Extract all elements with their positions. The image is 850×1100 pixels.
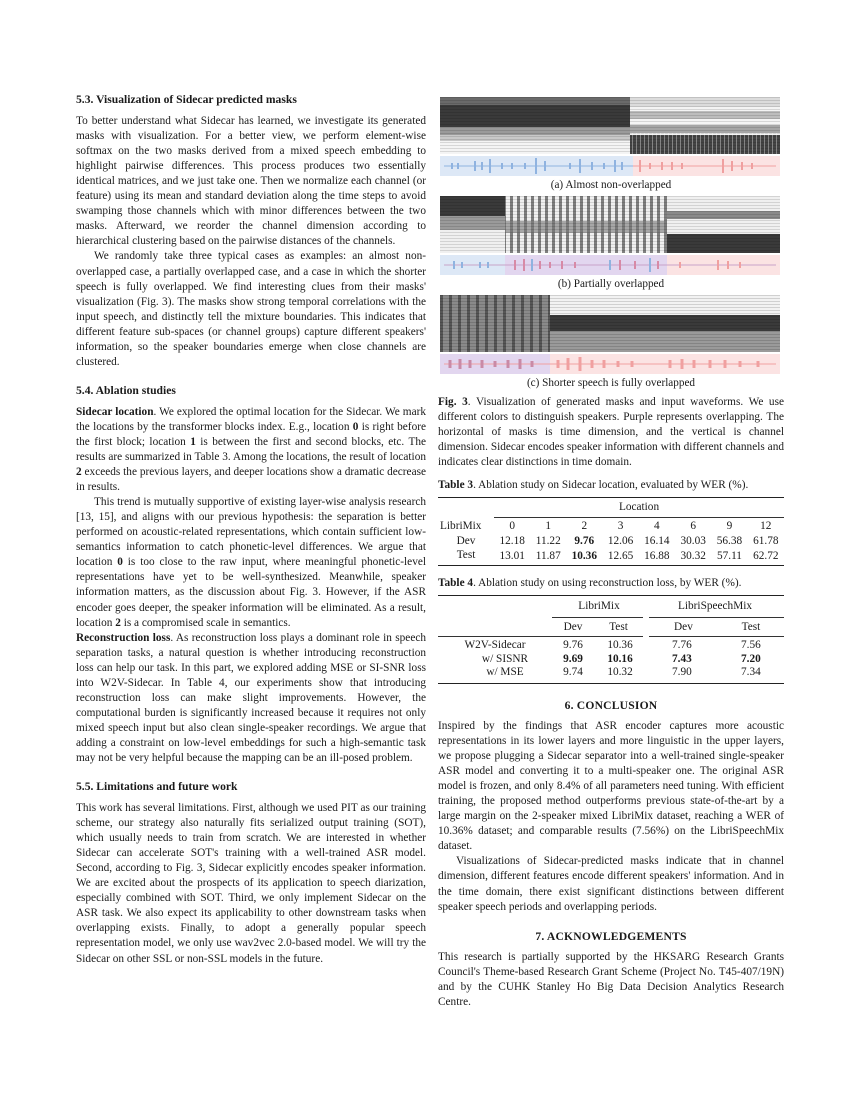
section-6-paragraph-1: Inspired by the findings that ASR encoder captures more acoustic representations in its lower layers and more linguistic in the upper layers, we propose plugging a Sidecar separator into a well-trained single-speaker ASR model and converting it to a multi-speaker one. The original ASR model is frozen, and only 8.4% of all parameters need tuning. With efficient training, the proposed method outperforms previous state-of-the-art by a large margin on the 2-speaker mixed LibriMix dataset, reaching a WER of 10.36% dataset; and comparable results (7.56%) on the LibriSpeechMix dataset. xyxy=(438,720,784,853)
column-header: 9 xyxy=(711,517,747,535)
column-header: 2 xyxy=(566,517,602,535)
subfigure-a-caption: (a) Almost non-overlapped xyxy=(550,179,672,191)
table-label: Table 3 xyxy=(438,479,474,492)
column-header: 3 xyxy=(602,517,638,535)
cell: 10.36 xyxy=(594,637,646,653)
section-5-5-paragraph: This work has several limitations. First, although we used PIT as our training scheme, our strategy also naturally fits serialized output training (SOT), which usually needs to train from scratch. We are interested in whether Sidecar can accelerate SOT's training with a well-trained ASR model. Second, according to Fig. 3, Sidecar explicitly encodes speaker information. We are excited about the prospects of its application to speech diarization, especially combined with SOT. Third, we only implement Sidecar on the ASR task. We also expect its applicability to other downstream tasks when overlapping exists. Finally, to adopt a generally popular speech representation model, we only use wav2vec 2.0-based model. We will try the Sidecar on other SSL or non-SSL models in the future. xyxy=(76,802,426,965)
section-7-heading: 7. ACKNOWLEDGEMENTS xyxy=(535,929,687,943)
cell: 12.65 xyxy=(607,550,634,563)
cell: 7.56 xyxy=(718,637,784,653)
row-header: LibriMix xyxy=(440,519,482,532)
row-label: w/ MSE xyxy=(486,666,524,679)
cell-best: 10.16 xyxy=(607,652,633,665)
text-run: is too close to the raw input, where meaningful phonetic-level representations have yet to be well-synthesized. Meanwhile, speaker information matters, as the discussion about Fig. 3. However, if the ASR encoder goes deeper, the speaker information will be eliminated. As a result, location xyxy=(76,556,427,629)
bold-number: 0 xyxy=(352,420,359,433)
cell: 12.18 xyxy=(499,535,525,548)
cell: 9.74 xyxy=(563,666,583,679)
caption-text: . Ablation study on Sidecar location, evaluated by WER (%). xyxy=(473,479,749,492)
cell: 9.76 xyxy=(552,637,594,653)
section-6-paragraph-2: Visualizations of Sidecar-predicted masks indicate that in channel dimension, different features encode different speakers' information. And in the time domain, there exist significant distinctions between different speaker speech periods and overlapping periods. xyxy=(438,855,784,913)
column-header: Test xyxy=(718,617,784,637)
table-3-caption xyxy=(438,478,784,493)
column-header: Dev xyxy=(646,617,718,637)
group-header-librispeechmix: LibriSpeechMix xyxy=(677,600,753,613)
row-label: Test xyxy=(456,548,476,561)
reconstruction-loss-paragraph xyxy=(76,631,426,766)
caption-text: . Ablation study on using reconstruction loss, by WER (%). xyxy=(473,577,742,590)
bold-number: 1 xyxy=(190,435,196,448)
cell: 11.87 xyxy=(535,550,561,563)
column-header: Test xyxy=(594,617,646,637)
row-label: W2V-Sidecar xyxy=(438,637,552,653)
table-row xyxy=(438,535,784,549)
row-label: w/ SISNR xyxy=(481,652,529,665)
section-5-5-heading: 5.5. Limitations and future work xyxy=(76,780,238,794)
mask-heatmap-a xyxy=(440,97,780,154)
cell: 10.32 xyxy=(607,666,633,679)
cell: 7.90 xyxy=(672,666,692,679)
waveform-a xyxy=(440,156,780,176)
cell-best: 7.43 xyxy=(672,652,692,665)
bold-number: 2 xyxy=(115,616,121,629)
cell: 30.32 xyxy=(680,550,706,563)
table-row xyxy=(438,549,784,566)
column-header: 1 xyxy=(530,517,566,535)
reconstruction-loss-runin-heading: Reconstruction loss xyxy=(76,631,171,644)
section-5-3-heading: 5.3. Visualization of Sidecar predicted masks xyxy=(76,93,297,106)
row-label: Dev xyxy=(456,535,476,548)
text-run: is right before the first block; location xyxy=(76,420,426,448)
subfigure-b-caption: (b) Partially overlapped xyxy=(557,278,665,291)
subfigure-a xyxy=(438,97,784,193)
cell: 61.78 xyxy=(753,535,779,548)
sidecar-location-paragraph xyxy=(76,405,426,495)
section-5-3-paragraph-1: To better understand what Sidecar has learned, we investigate its generated masks with visualization. For a better view, we perform element-wise softmax on the two masks derived from a mixed speech embedding to highlight pairwise differences. This process produces two essentially identical matrices, and we just take one. Then we normalize each channel (or feature) using its mean and standard deviation along the time steps to avoid swamping those channels which with minor differences between the two masks. Afterward, we reorder the channel dimension according to hierarchical clustering based on the pairwise distances of the channels. xyxy=(76,115,426,248)
cell-best: 9.76 xyxy=(574,535,595,548)
subfigure-c-caption: (c) Shorter speech is fully overlapped xyxy=(526,377,696,390)
table-3 xyxy=(438,497,784,566)
text-run: . We explored the optimal location for the Sidecar. We mark the locations by the transformer blocks index. E.g., location xyxy=(76,405,426,433)
cell: 16.88 xyxy=(644,550,670,563)
empty-cell xyxy=(438,617,552,637)
text-run: is between the first and second blocks, etc. The results are summarized in Table 3. Among the locations, the result of location xyxy=(76,435,427,464)
cell: 57.11 xyxy=(716,550,742,563)
table-4-caption xyxy=(438,576,784,591)
waveform-c xyxy=(440,354,780,374)
table-row xyxy=(438,637,784,653)
bold-number: 2 xyxy=(76,466,82,479)
section-5-4-heading: 5.4. Ablation studies xyxy=(76,383,176,397)
mask-heatmap-c xyxy=(440,295,780,352)
cell: 7.34 xyxy=(741,666,761,679)
figure-3 xyxy=(438,97,784,470)
empty-cell xyxy=(438,596,552,618)
cell: 62.72 xyxy=(753,550,779,563)
table-row xyxy=(438,666,784,683)
section-6-heading: 6. CONCLUSION xyxy=(564,698,658,712)
waveform-b xyxy=(440,255,780,275)
cell: 7.76 xyxy=(646,637,718,653)
cell: 56.38 xyxy=(716,535,743,548)
column-header: Dev xyxy=(552,617,594,637)
subfigure-b xyxy=(438,196,784,292)
figure-3-caption xyxy=(438,395,784,470)
table-row xyxy=(438,653,784,667)
cell: 30.03 xyxy=(680,535,706,548)
cell: 13.01 xyxy=(499,550,525,563)
empty-cell xyxy=(438,498,494,518)
cell: 12.06 xyxy=(607,535,634,548)
column-header: 6 xyxy=(675,517,711,535)
table-4 xyxy=(438,595,784,684)
location-group-header: Location xyxy=(618,501,660,514)
section-5-3-paragraph-2: We randomly take three typical cases as examples: an almost non-overlapped case, a partially overlapped case, and a case in which the shorter speech is fully overlapped. We find interesting clues from their masks' visualization (Fig. 3). The masks show strong temporal correlations with the input speech, and distinctly tell the mixture boundaries. This indicates that different feature sub-spaces (or channel groups) capture different speakers' information, so the speaker boundaries emerge when close channels are clustered. xyxy=(76,250,426,368)
section-7-paragraph: This research is partially supported by the HKSARG Research Grants Council's Theme-based Research Grant Scheme (Project No. T45-407/19N) and by the CUHK Stanley Ho Big Data Decision Analytics Research Centre. xyxy=(438,950,784,1008)
table-label: Table 4 xyxy=(438,577,474,590)
subfigure-c xyxy=(438,295,784,391)
cell: 11.22 xyxy=(535,535,561,548)
cell: 16.14 xyxy=(644,535,670,548)
cell-best: 7.20 xyxy=(741,652,761,665)
cell-best: 9.69 xyxy=(563,652,583,665)
text-run: is a compromised scale in semantics. xyxy=(120,616,291,629)
figure-label: Fig. 3 xyxy=(438,396,468,409)
caption-text: . Visualization of generated masks and input waveforms. We use different colors to distinguish speakers. Purple represents overlapping. The horizontal of masks is time dimension, and the vertical is channel dimension. Sidecar encodes speaker information with different channels and indicates clear distinctions in time domain. xyxy=(438,396,784,469)
mask-heatmap-b xyxy=(440,196,780,253)
cell-best: 10.36 xyxy=(571,550,597,563)
column-header: 4 xyxy=(639,517,675,535)
column-header: 12 xyxy=(748,517,784,535)
sidecar-location-runin-heading: Sidecar location xyxy=(76,405,154,418)
column-header: 0 xyxy=(494,517,530,535)
group-header-librimix: LibriMix xyxy=(578,600,620,613)
text-run: . As reconstruction loss plays a dominant role in speech separation tasks, a natural question is whether introducing reconstruction loss can help our task. In this part, we explored adding MSE or SI-SNR loss into W2V-Sidecar. In Table 4, our experiments show that introducing reconstruction loss can make slight improvements. However, the computational burden is significantly increased because it requires not only mixed speech input but also clean single-speaker recordings. We argue that adding a constraint on low-level embeddings for such a high-semantic task may not be very helpful because the mapping can be an ill-posed problem. xyxy=(76,631,426,764)
bold-number: 0 xyxy=(117,556,123,569)
text-run: This trend is mutually supportive of existing layer-wise analysis research [13, 15], and aligns with our previous hypothesis: the separation is better performed on acoustic-related representations, which contain sufficient low-semantics information to catch phonetic-level differences. We argue that location xyxy=(76,496,426,569)
left-column xyxy=(76,92,426,967)
right-column xyxy=(438,97,784,1010)
text-run: exceeds the previous layers, and deeper locations show a dramatic decrease in results. xyxy=(76,466,426,494)
trend-paragraph xyxy=(76,495,426,630)
